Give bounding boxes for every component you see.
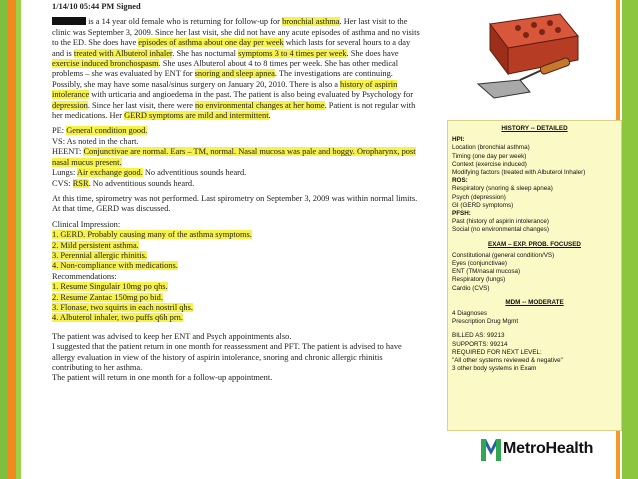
- highlighted-text: General condition good.: [66, 126, 148, 136]
- history-title: HISTORY -- DETAILED: [501, 125, 568, 132]
- left-light-green-bar: [16, 0, 21, 479]
- exam-line: [52, 168, 422, 178]
- recommendation-item: 3. Flonase, two squirts in each nostril qhs.: [52, 302, 193, 312]
- exam-item: Respiratory (lungs): [452, 276, 506, 284]
- highlighted-text: history of aspirin intolerance: [52, 79, 398, 100]
- ros-list: [452, 185, 617, 210]
- highlighted-text: depression: [52, 100, 88, 110]
- highlighted-text: Air exchange good.: [76, 168, 143, 178]
- hpi-item: Context (exercise induced): [452, 160, 527, 168]
- exam-list: [452, 252, 617, 293]
- exam-item: Cardio (CVS): [452, 284, 490, 292]
- note-text: No adventitious sounds heard.: [142, 168, 247, 178]
- pfsh-list: [452, 218, 617, 234]
- exam-line: [52, 126, 422, 136]
- closing-line: I suggested that the patient return in one month for reassessment and PFT. The patient is advised to have allergy evaluation in view of the history of aspirin intolerance, snoring and chronic allergic rhinitis contributing to her asthma.: [52, 342, 402, 372]
- highlighted-text: no environmental changes at her home: [195, 100, 325, 110]
- impressions-list: [52, 230, 422, 272]
- recommendations-label: Recommendations:: [52, 271, 117, 281]
- required-next-level: REQUIRED FOR NEXT LEVEL:: [452, 348, 542, 356]
- exam-title: EXAM – EXP. PROB. FOCUSED: [488, 240, 581, 248]
- impression-label: Clinical Impression:: [52, 219, 121, 229]
- exam-line: [52, 137, 422, 147]
- note-text: . She does have: [346, 48, 399, 58]
- ros-label: ROS:: [452, 177, 468, 185]
- hpi-item: Modifying factors (treated with Albuterol Inhaler): [452, 169, 586, 177]
- note-text: . No adventitious sounds heard.: [88, 178, 195, 188]
- metrohealth-logo-icon: [481, 437, 501, 463]
- impression-item: 4. Non-compliance with medications.: [52, 261, 178, 271]
- mdm-list: [452, 310, 617, 326]
- note-text: . Patient is not regular with her medications. Her: [52, 100, 416, 121]
- pfsh-item: Social (no environmental changes): [452, 226, 549, 234]
- billed-as: BILLED AS: 99213: [452, 332, 505, 340]
- closing-line: The patient was advised to keep her ENT and Psych appointments also.: [52, 331, 292, 341]
- recommendation-item: 4. Albuterol inhaler, two puffs q6h prn.: [52, 313, 183, 323]
- exam-line: [52, 147, 422, 168]
- note-header: 1/14/10 05:44 PM Signed: [52, 2, 141, 11]
- hpi-item: Location (bronchial asthma): [452, 144, 530, 152]
- required-item: 3 other body systems in Exam: [452, 365, 537, 373]
- note-text: . Her last visit to the clinic was September 3, 2009. Since her last visit, she did not have any acute episodes of asthma and no visits to the ED. She does have: [52, 17, 420, 48]
- note-text: CVS:: [52, 178, 73, 188]
- highlighted-text: episodes of asthma about one day per week: [138, 38, 284, 48]
- impression-item: 3. Perennial allergic rhinitis.: [52, 250, 147, 260]
- note-text: VS: As noted in the chart.: [52, 136, 139, 146]
- required-items-list: [452, 357, 617, 373]
- right-green-bar: [622, 0, 638, 479]
- metrohealth-logo: [481, 437, 616, 465]
- redacted-name: [52, 17, 86, 25]
- note-text: . The investigations are continuing. Possibly, she may have some nasal/sinus surgery on January 20, 2010. There is also a: [52, 69, 393, 89]
- ros-item: GI (GERD symptoms): [452, 201, 514, 209]
- left-orange-bar: [8, 0, 16, 479]
- highlighted-text: Conjunctivae are normal. Ears – TM, normal. Nasal mucosa was pale and boggy. Oropharynx, post nasal mucus present.: [52, 147, 416, 167]
- highlighted-text: GERD symptoms are mild and intermittent: [124, 111, 269, 121]
- mdm-title: MDM -- MODERATE: [505, 298, 564, 306]
- note-text: Lungs:: [52, 168, 77, 178]
- highlighted-text: RSR: [72, 178, 89, 188]
- mdm-item: 4 Diagnoses: [452, 310, 488, 318]
- closing-section: [52, 332, 422, 384]
- highlighted-text: treated with Albuterol inhaler: [73, 48, 173, 58]
- note-text: is a 14 year old female who is returning for follow-up for: [86, 17, 283, 27]
- hpi-list: [452, 144, 617, 177]
- clinical-note: [52, 2, 422, 479]
- hpi-item: Timing (one day per week): [452, 152, 527, 160]
- impression-item: 1. GERD. Probably causing many of the asthma symptoms.: [52, 230, 252, 240]
- pfsh-item: Past (history of aspirin intolerance): [452, 218, 549, 226]
- exam-item: Eyes (conjunctivae): [452, 260, 507, 268]
- note-text: PE:: [52, 126, 67, 136]
- note-text: . Since her last visit, there were: [87, 100, 196, 110]
- note-text: .: [268, 111, 271, 121]
- exam-section: [52, 126, 422, 188]
- history-paragraph: [52, 17, 422, 121]
- supports: SUPPORTS: 99214: [452, 340, 508, 348]
- note-text: . She has nocturnal: [172, 48, 239, 58]
- highlighted-text: symptoms 3 to 4 times per week: [238, 48, 347, 58]
- ros-item: Psych (depression): [452, 193, 506, 201]
- ros-item: Respiratory (snoring & sleep apnea): [452, 185, 553, 193]
- logo-text: MetroHealth: [503, 440, 594, 457]
- closing-line: The patient will return in one month for a follow-up appointment.: [52, 373, 273, 383]
- pfsh-label: PFSH:: [452, 210, 471, 218]
- recommendation-item: 1. Resume Singulair 10mg po qhs.: [52, 282, 168, 292]
- exam-item: Constitutional (general condition/VS): [452, 251, 555, 259]
- hpi-label: HPI:: [452, 136, 465, 144]
- mdm-item: Prescription Drug Mgmt: [452, 318, 519, 326]
- brick-and-trowel-icon: [460, 6, 590, 116]
- recommendations-list: [52, 282, 422, 324]
- note-text: which lasts for several hours to a day and is: [52, 38, 411, 58]
- coding-summary-panel: [447, 120, 622, 431]
- exam-item: ENT (TM/nasal mucosa): [452, 268, 521, 276]
- note-text: with urticaria and angioedema in the past. The patient is also being evaluated by Psychology for: [89, 90, 414, 100]
- recommendation-item: 2. Resume Zantac 150mg po bid.: [52, 292, 163, 302]
- highlighted-text: snoring and sleep apnea: [194, 69, 275, 79]
- left-green-bar: [0, 0, 8, 479]
- exam-line: [52, 179, 422, 189]
- impression-item: 2. Mild persistent asthma.: [52, 240, 139, 250]
- highlighted-text: exercise induced bronchospasm: [52, 59, 159, 69]
- note-text: HEENT:: [52, 147, 84, 157]
- note-text: . She uses Albuterol about 4 to 8 times per week. She has other medical problems – she was evaluated by ENT for: [52, 59, 399, 79]
- required-item: "All other systems reviewed & negative": [452, 357, 563, 365]
- spirometry-paragraph: At this time, spirometry was not performed. Last spirometry on September 3, 2009 was within normal limits. At that time, GERD was discussed.: [52, 193, 418, 214]
- highlighted-text: bronchial asthma: [282, 17, 340, 27]
